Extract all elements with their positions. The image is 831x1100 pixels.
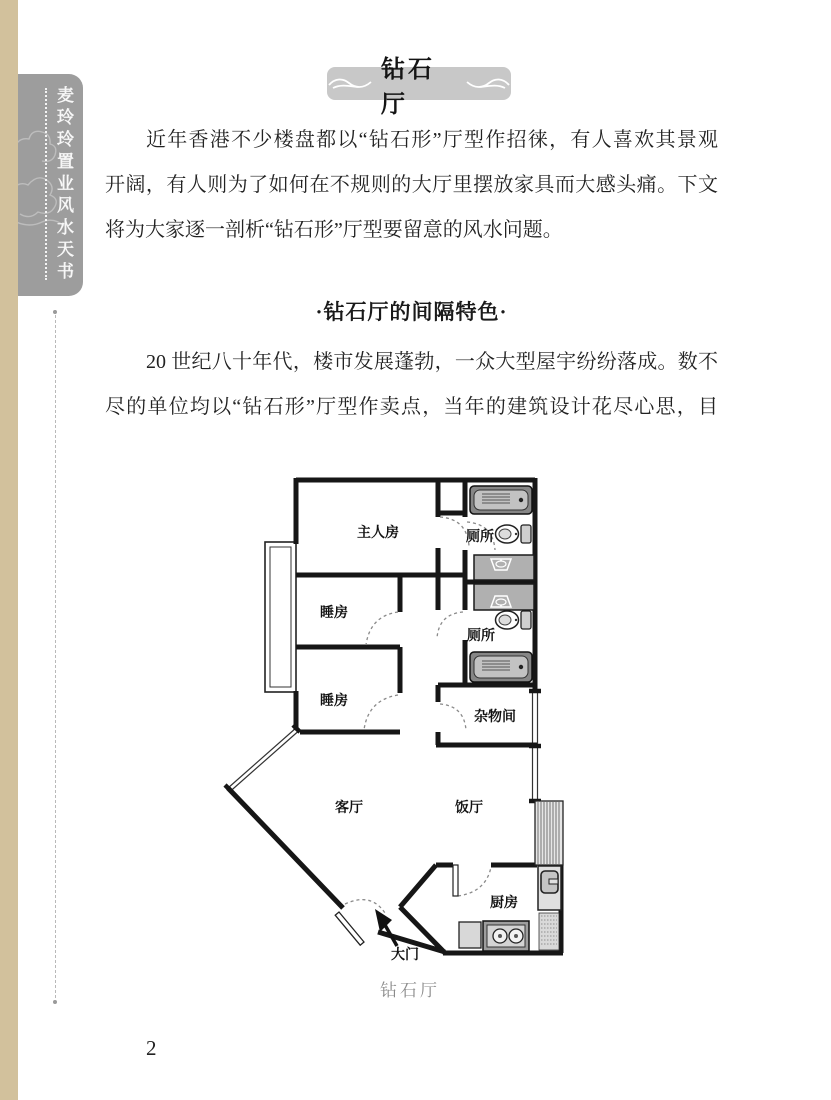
text-line: 开阔，有人则为了如何在不规则的大厅里摆放家具而大感头痛。下文 xyxy=(105,174,718,196)
text-line: 尽的单位均以“钻石形”厅型作卖点，当年的建筑设计花尽心思，目 xyxy=(105,396,718,418)
spine-tab xyxy=(18,74,83,296)
chapter-title-badge xyxy=(327,56,511,118)
kitchen-door-leaf xyxy=(453,865,458,896)
window-diagonal-icon xyxy=(225,725,300,792)
intro-paragraph xyxy=(105,118,718,253)
page-number: 2 xyxy=(146,1036,157,1060)
spine-dotted-line xyxy=(45,88,47,280)
margin-dashed-line xyxy=(55,310,56,998)
room-label-bedroom-2: 睡房 xyxy=(320,692,348,708)
wash-basin-lower-icon xyxy=(474,584,534,610)
room-label-kitchen: 厨房 xyxy=(490,894,518,910)
text-line: 将为大家逐一剖析“钻石形”厅型要留意的风水问题。 xyxy=(105,219,563,241)
room-label-master-bedroom: 主人房 xyxy=(357,524,399,540)
room-label-main-door: 大门 xyxy=(391,946,419,962)
chapter-title: 钻石厅 xyxy=(381,56,435,118)
body-paragraph xyxy=(105,340,718,430)
toilet-lower-icon xyxy=(496,611,532,629)
room-label-storage: 杂物间 xyxy=(474,708,516,724)
room-label-dining: 饭厅 xyxy=(455,799,483,815)
swirl-right-icon xyxy=(465,76,511,92)
room-label-bedroom-1: 睡房 xyxy=(320,604,348,620)
louver-window-icon xyxy=(535,801,563,865)
text-line: 20 世纪八十年代，楼市发展蓬勃，一众大型屋宇纷纷落成。数不 xyxy=(146,351,718,373)
main-door-leaf xyxy=(335,912,364,945)
room-label-toilet-lower: 厕所 xyxy=(467,627,495,643)
room-label-living: 客厅 xyxy=(335,799,363,815)
stove-icon xyxy=(483,921,529,951)
spine-title: 麦玲玲置业风水天书 xyxy=(54,86,73,284)
floorplan-caption: 钻石厅 xyxy=(380,981,440,1000)
section-heading: ·钻石厅的间隔特色· xyxy=(315,300,508,324)
book-edge-strip xyxy=(0,0,18,1100)
toilet-upper-icon xyxy=(496,525,532,543)
bay-window-icon xyxy=(265,542,296,692)
floorplan-diagram xyxy=(208,460,612,976)
wash-basin-upper-icon xyxy=(474,555,534,580)
counter-hatch-icon xyxy=(539,913,559,950)
bathtub-lower-icon xyxy=(470,652,532,682)
bathtub-upper-icon xyxy=(470,486,532,514)
swirl-left-icon xyxy=(327,76,373,92)
kitchen-counter-icon xyxy=(459,922,481,948)
room-label-toilet-upper: 厕所 xyxy=(466,528,494,544)
fridge-icon xyxy=(538,866,561,910)
text-line: 近年香港不少楼盘都以“钻石形”厅型作招徕，有人喜欢其景观 xyxy=(146,129,718,151)
main-door-arrow-icon xyxy=(375,909,397,946)
